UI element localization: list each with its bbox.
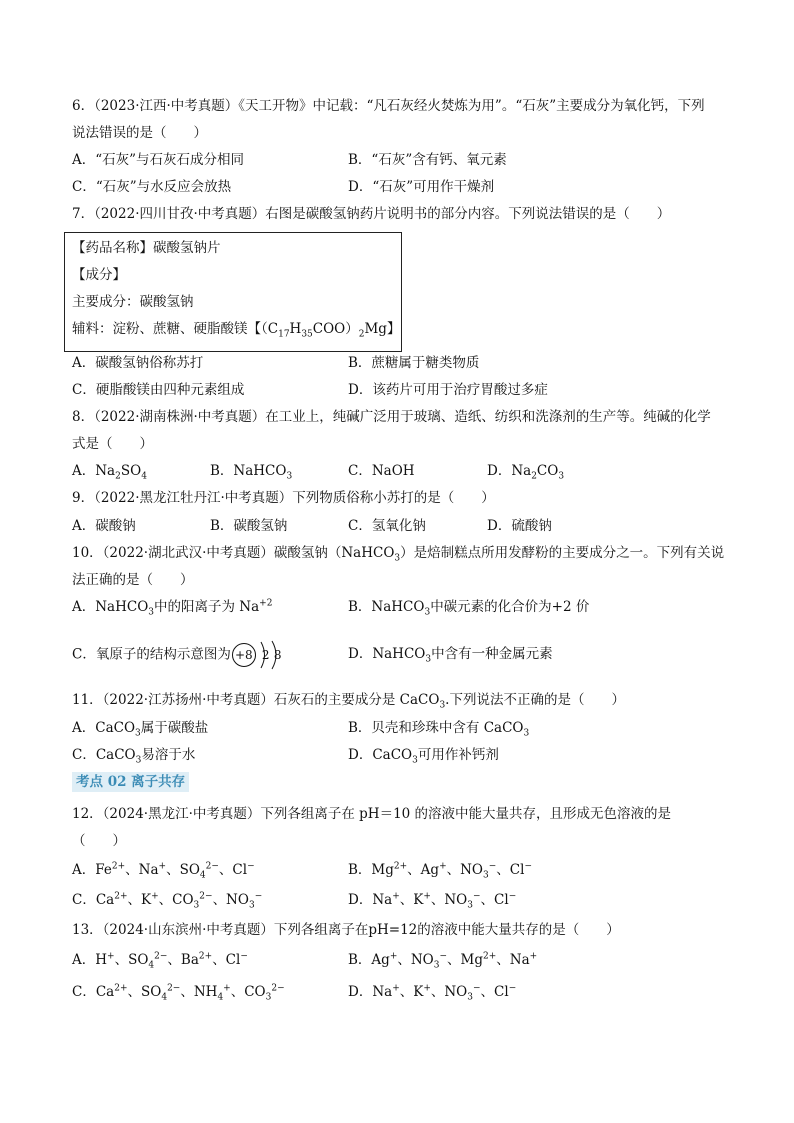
q12-option-b[interactable]: B．$Mg^{2+}$、Ag+、$NO_3^-$、Cl−: [348, 861, 532, 881]
q12-stem-line1: 12．（2024·黑龙江·中考真题）下列各组离子在 pH＝10 的溶液中能大量共存，且形成无色溶液的是: [72, 806, 672, 822]
q11-option-c[interactable]: C．CaCO$_3$易溶于水: [72, 747, 196, 766]
q10-option-a[interactable]: A．NaHCO$_3$中的阳离子为 $Na^{+2}$: [72, 598, 273, 618]
q9-option-b[interactable]: B．碳酸氢钠: [210, 518, 288, 534]
atom-shell-1-electrons: 2: [261, 647, 270, 662]
q9-option-a[interactable]: A．碳酸钠: [72, 518, 136, 534]
q7-option-b[interactable]: B．蔗糖属于糖类物质: [348, 355, 480, 371]
q12-option-c[interactable]: C．$Ca^{2+}$、K+、$CO_3^{2-}$、$NO_3^-$: [72, 891, 263, 911]
q11-stem: 11．（2022·江苏扬州·中考真题）石灰石的主要成分是 CaCO$_3$.下列说法不正确的是（ ）: [72, 692, 625, 711]
q8-option-d[interactable]: D．$Na_2CO_3$: [487, 463, 565, 482]
medicine-label-box: [64, 232, 402, 352]
q9-option-d[interactable]: D．硫酸钠: [487, 518, 552, 534]
medicine-ingredients-heading: 【成分】: [72, 267, 126, 283]
q13-option-d[interactable]: D．Na+、K+、$NO_3^-$、Cl−: [348, 983, 517, 1003]
q13-stem: 13．（2024·山东滨州·中考真题）下列各组离子在pH=12的溶液中能大量共存的是（ ）: [72, 922, 620, 938]
medicine-main-ingredient: 主要成分：碳酸氢钠: [72, 294, 194, 310]
section-heading-ion-coexistence: 考点 02 离子共存: [72, 772, 189, 792]
q13-option-a[interactable]: A．H+、$SO_4^{2-}$、$Ba^{2+}$、Cl−: [72, 951, 248, 971]
q6-stem-line1: 6．（2023·江西·中考真题）《天工开物》中记载：“凡石灰经火焚炼为用”。“石灰”主要成分为氧化钙，下列: [72, 98, 705, 114]
atom-nucleus-label: +8: [234, 647, 253, 662]
q10-option-c[interactable]: C．氧原子的结构示意图为 +8 2 8: [72, 638, 297, 671]
q11-option-b[interactable]: B．贝壳和珍珠中含有 CaCO$_3$: [348, 720, 530, 739]
q9-option-c[interactable]: C．氢氧化钠: [348, 518, 426, 534]
q10-option-b[interactable]: B．NaHCO$_3$中碳元素的化合价为+2 价: [348, 599, 590, 618]
q10-option-d[interactable]: D．NaHCO$_3$中含有一种金属元素: [348, 646, 553, 665]
q11-option-d[interactable]: D．CaCO$_3$可用作补钙剂: [348, 747, 499, 766]
atom-shell-2-electrons: 8: [273, 647, 282, 662]
q6-option-b[interactable]: B．“石灰”含有钙、氧元素: [348, 152, 507, 168]
q6-option-d[interactable]: D．“石灰”可用作干燥剂: [348, 179, 495, 195]
q12-option-a[interactable]: A．$Fe^{2+}$、Na+、$SO_4^{2-}$、Cl−: [72, 861, 255, 881]
oxygen-atom-structure-diagram: [231, 640, 297, 670]
q12-option-d[interactable]: D．Na+、K+、$NO_3^-$、Cl−: [348, 891, 517, 911]
q7-option-c[interactable]: C．硬脂酸镁由四种元素组成: [72, 382, 245, 398]
q8-option-b[interactable]: B．NaHCO$_3$: [210, 463, 293, 482]
q7-stem: 7．（2022·四川甘孜·中考真题）右图是碳酸氢钠药片说明书的部分内容。下列说法错误的是（ ）: [72, 206, 671, 222]
medicine-name: 【药品名称】碳酸氢钠片: [72, 240, 221, 256]
q6-option-c[interactable]: C．“石灰”与水反应会放热: [72, 179, 232, 195]
q8-stem-line2: 式是（ ）: [72, 436, 153, 452]
q10-stem-line1: 10．（2022·湖北武汉·中考真题）碳酸氢钠（NaHCO$_3$）是焙制糕点所用发酵粉的主要成分之一。下列有关说: [72, 545, 725, 564]
q13-option-c[interactable]: C．$Ca^{2+}$、$SO_4^{2-}$、$NH_4^+$、$CO_3^{2-}$: [72, 983, 285, 1003]
q8-option-c[interactable]: C．NaOH: [348, 463, 415, 479]
q7-option-a[interactable]: A．碳酸氢钠俗称苏打: [72, 355, 204, 371]
q8-option-a[interactable]: A．$Na_2SO_4$: [72, 463, 147, 482]
medicine-excipients: 辅料：淀粉、蔗糖、硬脂酸镁【$(C_{17}H_{35}COO)_2Mg$】: [72, 321, 401, 340]
q9-stem: 9．（2022·黑龙江牡丹江·中考真题）下列物质俗称小苏打的是（ ）: [72, 490, 495, 506]
q10-stem-line2: 法正确的是（ ）: [72, 572, 194, 588]
q11-option-a[interactable]: A．CaCO$_3$属于碳酸盐: [72, 720, 209, 739]
q12-stem-line2: （ ）: [72, 833, 126, 849]
q6-stem-line2: 说法错误的是（ ）: [72, 125, 207, 141]
q6-option-a[interactable]: A．“石灰”与石灰石成分相同: [72, 152, 245, 168]
q7-option-d[interactable]: D．该药片可用于治疗胃酸过多症: [348, 382, 548, 398]
q8-stem-line1: 8．（2022·湖南株洲·中考真题）在工业上，纯碱广泛用于玻璃、造纸、纺织和洗涤剂的生产等。纯碱的化学: [72, 409, 711, 425]
q13-option-b[interactable]: B．Ag+、$NO_3^-$、$Mg^{2+}$、Na+: [348, 951, 538, 971]
